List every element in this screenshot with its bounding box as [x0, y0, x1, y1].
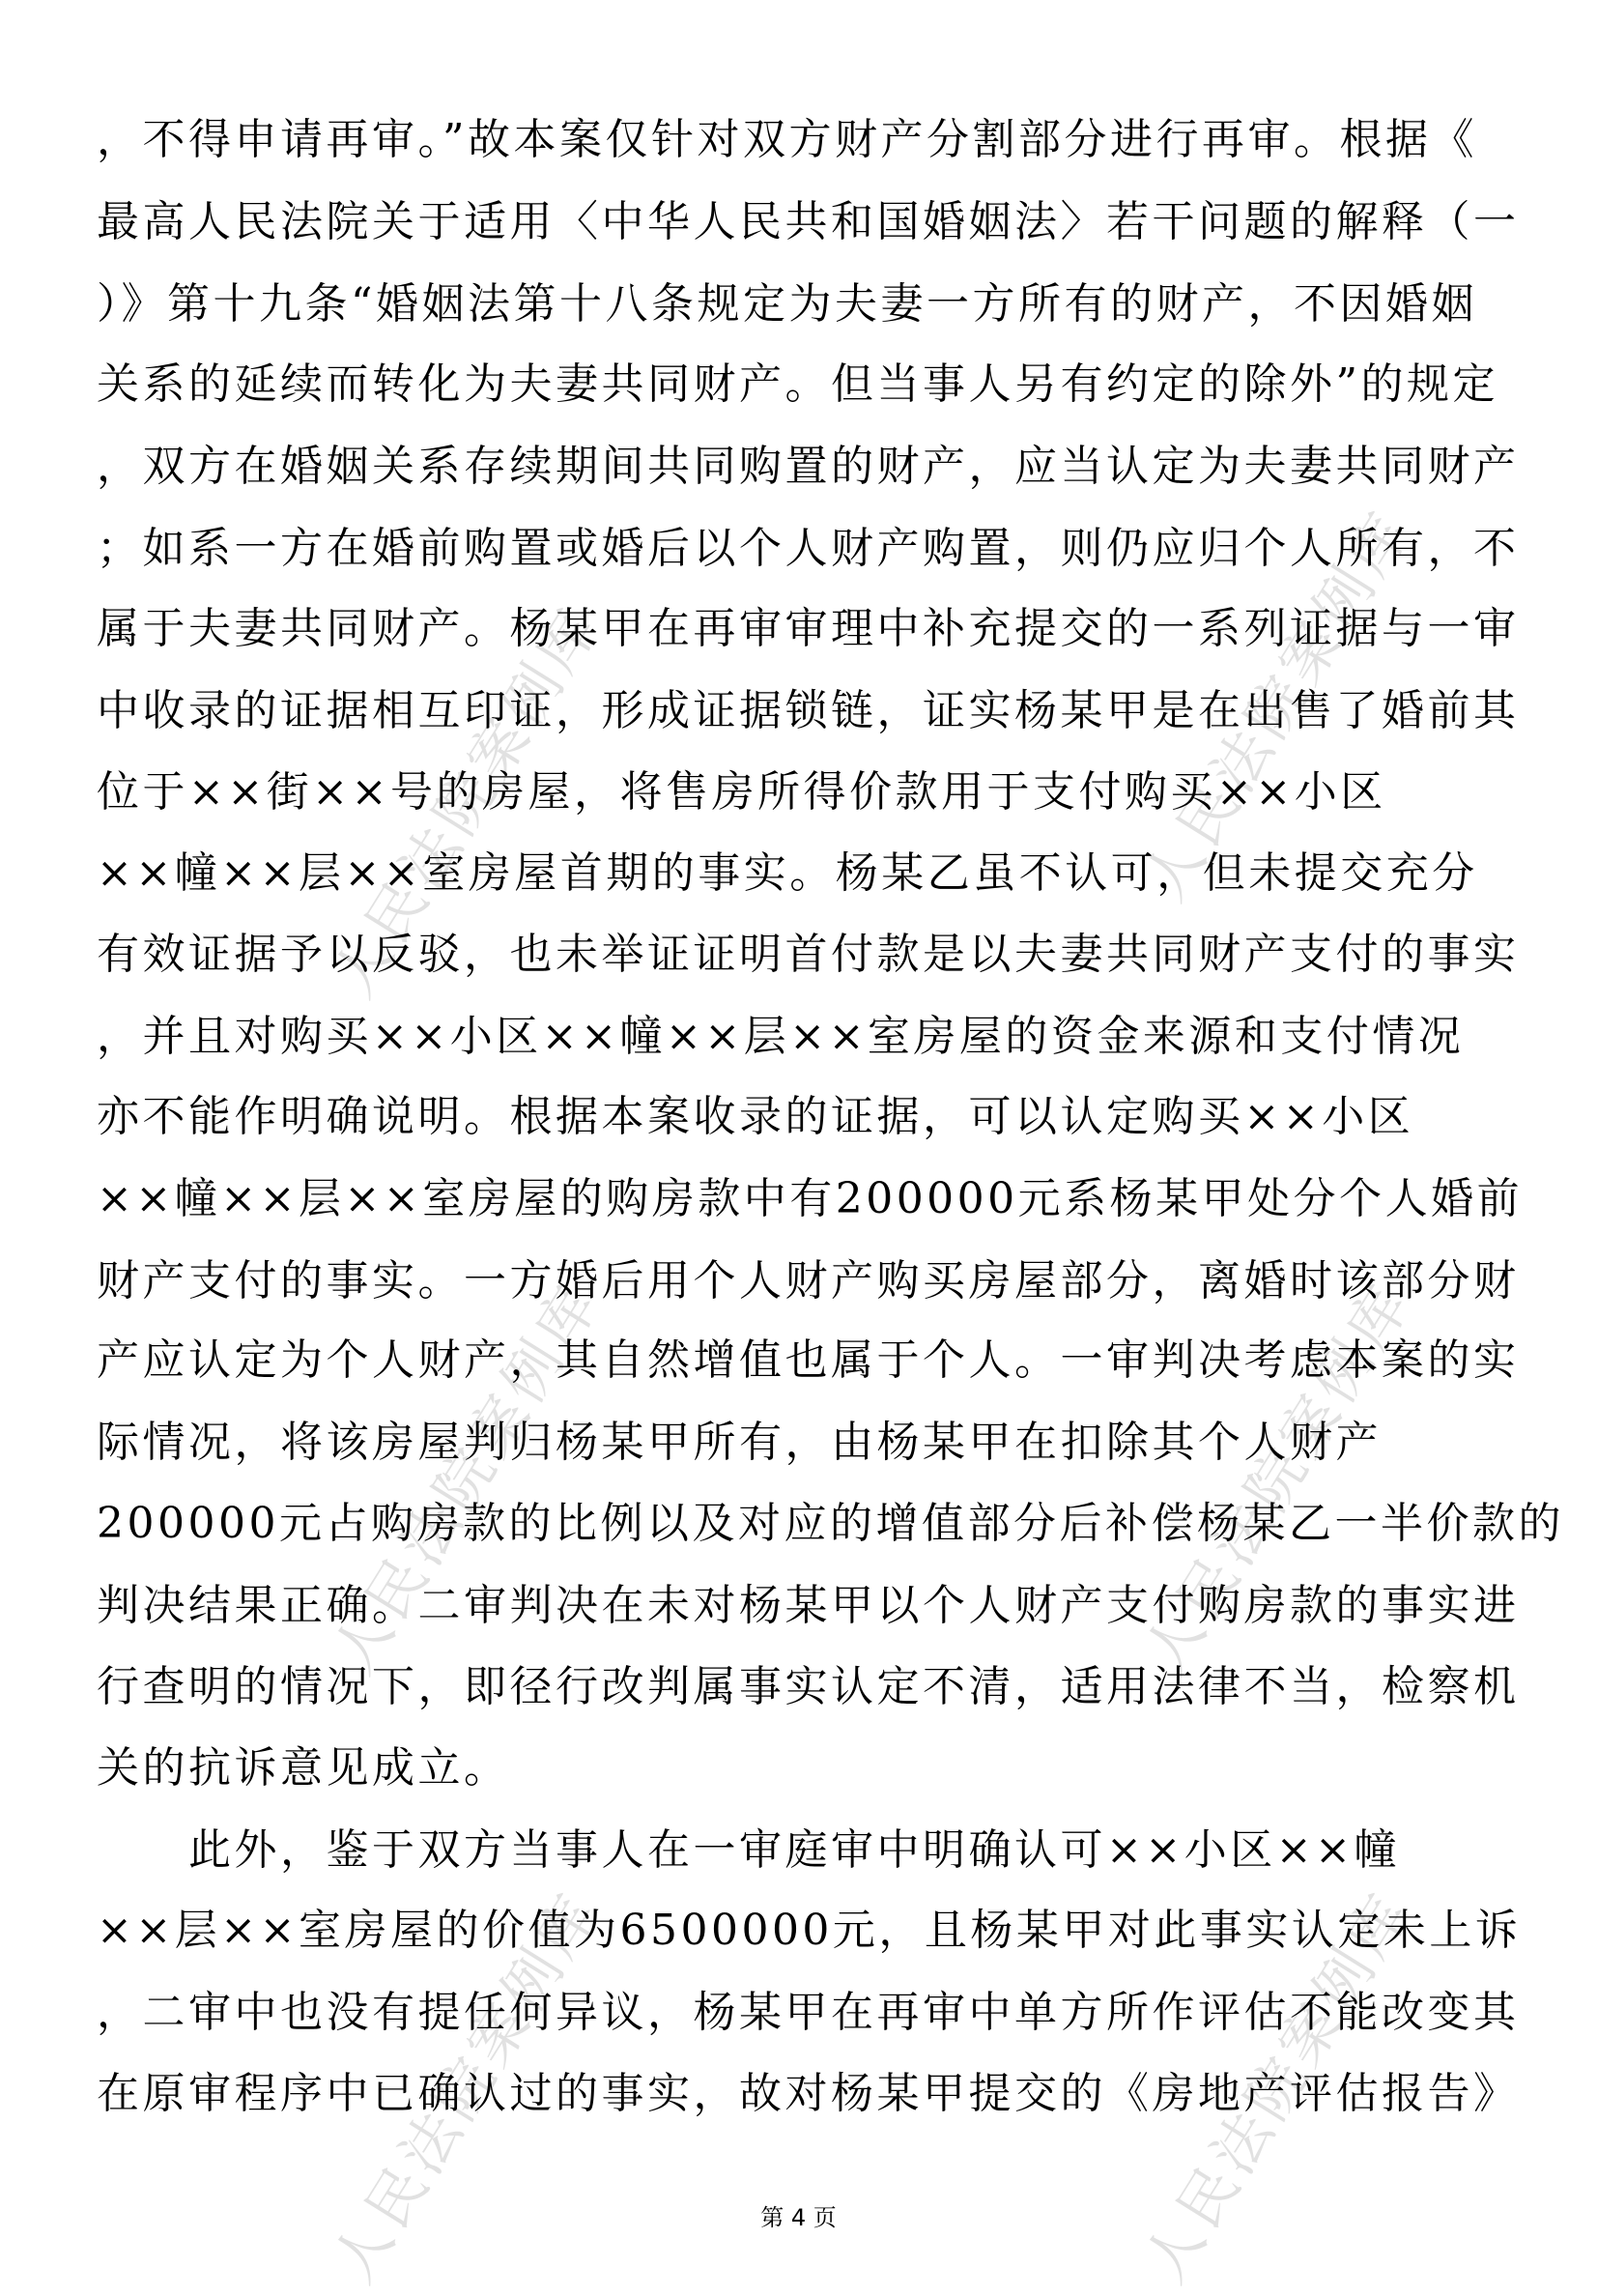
text-line: ××层××室房屋的价值为6500000元，且杨某甲对此事实认定未上诉 — [97, 1906, 1522, 1955]
text-line: 亦不能作明确说明。根据本案收录的证据，可以认定购买××小区 — [97, 1092, 1414, 1141]
text-line: 在原审程序中已确认过的事实，故对杨某甲提交的《房地产评估报告》 — [97, 2069, 1520, 2118]
text-line: 最高人民法院关于适用〈中华人民共和国婚姻法〉若干问题的解释（一 — [97, 197, 1520, 246]
text-line: 属于夫妻共同财产。杨某甲在再审审理中补充提交的一系列证据与一审 — [97, 604, 1520, 653]
text-line: ，不得申请再审。”故本案仅针对双方财产分割部分进行再审。根据《 — [97, 115, 1477, 164]
text-line: 判决结果正确。二审判决在未对杨某甲以个人财产支付购房款的事实进 — [97, 1581, 1520, 1630]
text-line: ）》第十九条“婚姻法第十八条规定为夫妻一方所有的财产，不因婚姻 — [97, 279, 1477, 329]
text-line: 200000元占购房款的比例以及对应的增值部分后补偿杨某乙一半价款的 — [97, 1499, 1564, 1548]
text-line: 关系的延续而转化为夫妻共同财产。但当事人另有约定的除外”的规定 — [97, 359, 1498, 409]
text-line: 此外，鉴于双方当事人在一审庭审中明确认可××小区××幢 — [97, 1825, 1400, 1875]
text-line: 财产支付的事实。一方婚后用个人财产购买房屋部分，离婚时该部分财 — [97, 1256, 1520, 1306]
page-number: 第 4 页 — [760, 2204, 837, 2231]
text-line: ，并且对购买××小区××幢××层××室房屋的资金来源和支付情况 — [97, 1012, 1465, 1061]
text-line: 有效证据予以反驳，也未举证证明首付款是以夫妻共同财产支付的事实 — [97, 930, 1520, 979]
text-line: 际情况，将该房屋判归杨某甲所有，由杨某甲在扣除其个人财产 — [97, 1418, 1382, 1467]
text-line: ，双方在婚姻关系存续期间共同购置的财产，应当认定为夫妻共同财产 — [97, 442, 1520, 491]
watermark: 人民法院案例库 — [1131, 498, 1426, 912]
text-line: 关的抗诉意见成立。 — [97, 1743, 510, 1793]
watermark: 人民法院案例库 — [320, 594, 614, 1009]
text-line: ；如系一方在婚前购置或婚后以个人财产购置，则仍应归个人所有，不 — [97, 524, 1520, 573]
watermark: 人民法院案例库 — [1131, 1271, 1426, 1685]
text-line: ××幢××层××室房屋的购房款中有200000元系杨某甲处分个人婚前 — [97, 1174, 1524, 1223]
watermark: 人民法院案例库 — [320, 1271, 614, 1685]
text-line: 中收录的证据相互印证，形成证据锁链，证实杨某甲是在出售了婚前其 — [97, 686, 1520, 735]
watermark: 人民法院案例库 — [320, 1880, 614, 2294]
text-line: ，二审中也没有提任何异议，杨某甲在再审中单方所作评估不能改变其 — [97, 1988, 1520, 2037]
text-line: 位于××街××号的房屋，将售房所得价款用于支付购买××小区 — [97, 767, 1386, 817]
text-line: ××幢××层××室房屋首期的事实。杨某乙虽不认可，但未提交充分 — [97, 848, 1478, 898]
watermark: 人民法院案例库 — [1131, 1880, 1426, 2294]
text-line: 行查明的情况下，即径行改判属事实认定不清，适用法律不当，检察机 — [97, 1662, 1520, 1711]
text-line: 产应认定为个人财产，其自然增值也属于个人。一审判决考虑本案的实 — [97, 1335, 1520, 1385]
